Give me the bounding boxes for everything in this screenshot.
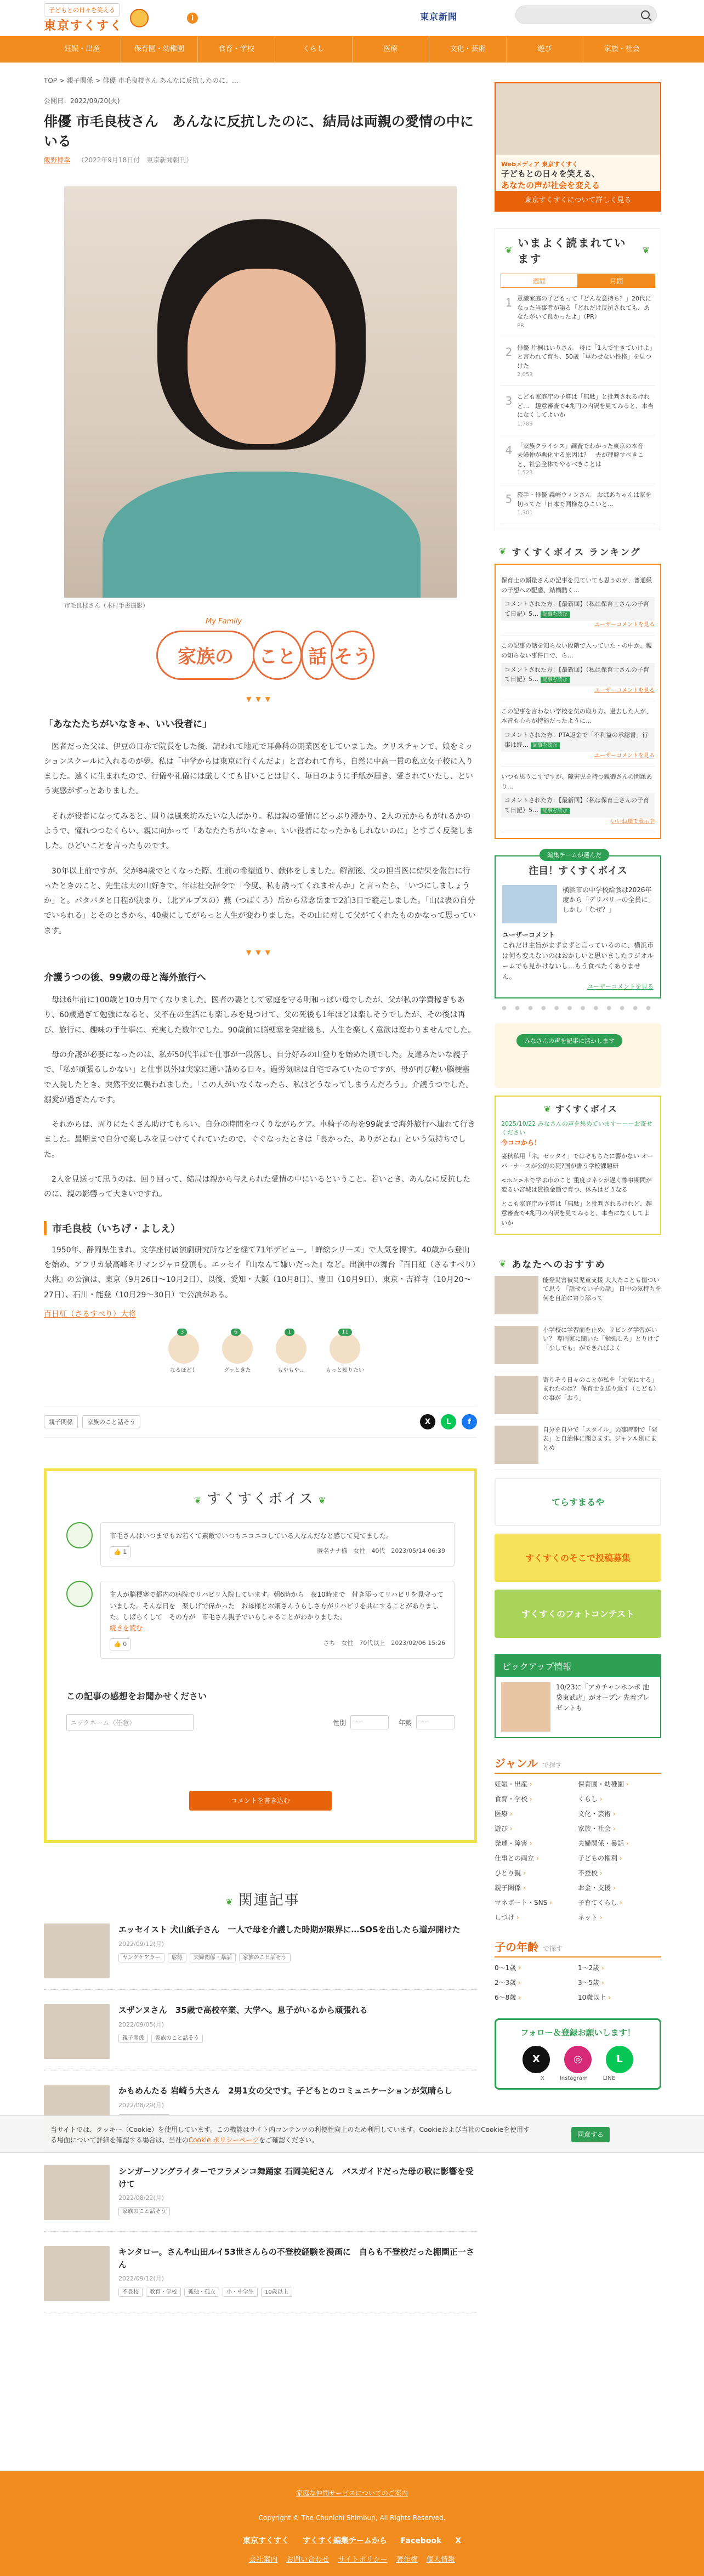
voice-rank-item <box>501 701 655 767</box>
photo-face <box>188 269 336 444</box>
genre-link[interactable]: 医療 › <box>495 1809 578 1818</box>
author-link[interactable]: 飯野博幸 <box>44 156 71 164</box>
ranking-tabs <box>501 274 655 288</box>
submit-comment-button[interactable]: コメントを書き込む <box>189 1791 332 1811</box>
about-cta[interactable]: 東京すくすくについて詳しく見る <box>496 191 660 211</box>
voice-ranking-heading: ❦ すくすくボイス ランキング <box>499 546 641 558</box>
sidebar <box>495 82 661 2090</box>
genre-link[interactable]: 夫婦関係・暴話 › <box>578 1839 661 1848</box>
article-paragraph: それからは、周りにたくさん助けてもらい、自分の時間をつくりながらケア。車椅子の母を99歳まで海外旅行へ連れて行きました。最期まで自分で楽しみを見つけてくれていたので、ぐぐなったときは「良かった、ありがとね」という気持ちでした。 <box>44 1120 475 1159</box>
age-link[interactable]: 10歳以上 › <box>578 1993 661 2002</box>
rank-text <box>517 344 655 379</box>
voice-heading: ❦ すくすくボイス ❦ <box>194 1491 327 1508</box>
voice-rank-source: コメントされた方：【最新回】（私は保育士さんの子育て日記）5… <box>504 600 649 617</box>
rec-item[interactable]: 寄りそう日々のことが私を「元気にする」まれたのは？ 保育士を送り返す（こども）の事が「おう」 <box>495 1370 661 1420</box>
related-tag[interactable]: 孤独・孤立 <box>184 2288 219 2297</box>
rank-text <box>517 442 655 478</box>
reaction-face-icon <box>168 1329 199 1364</box>
related-tag[interactable]: 虐待 <box>168 1953 186 1962</box>
voice-ranking <box>495 544 661 839</box>
read-article-badge[interactable]: 記事を読む <box>541 677 570 683</box>
nav-item[interactable]: 保育園・幼稚園 <box>121 36 198 63</box>
line-icon[interactable]: L <box>606 2046 633 2073</box>
reaction-button[interactable] <box>326 1329 364 1374</box>
x-share-icon[interactable]: X <box>420 1414 435 1429</box>
pickup-photo <box>501 1682 550 1732</box>
ranking-list <box>501 288 655 524</box>
cookie-banner <box>0 2115 704 2153</box>
related-thumbnail <box>44 2246 110 2301</box>
rec-item[interactable]: 小学校に学習前を止め、リビング学習がいい？ 専門家に聞いた「勉強しろ」とりけて「少しでも」ができればよく <box>495 1320 661 1370</box>
follow-label: Instagram <box>559 2075 588 2081</box>
related-date: 2022/09/05(月) <box>118 2021 164 2028</box>
rank-title: こども家庭庁の予算は「無駄」と批判されるけれど… 趣意審査で4兆円の内訳を見てみると、本当になくしてよいか <box>517 393 654 418</box>
rank-title: 「家族クライシス」調査でわかった東京の本音 夫婦仲が悪化する原因は？ 夫が理解すべきこと、社会全体でやるべきことは <box>517 442 650 468</box>
genre-link[interactable]: くらし › <box>578 1794 661 1803</box>
reaction-button[interactable] <box>272 1329 310 1374</box>
recommendations <box>495 1257 661 1470</box>
recruit-date: 2025/10/22 みなさんの声を集めていますーーーお寄せください <box>501 1120 652 1137</box>
logo-tagline: 子どもとの日々を笑える <box>44 3 120 16</box>
related-thumbnail <box>44 2165 110 2220</box>
breadcrumb[interactable]: TOP > 親子関係 > 俳優 市毛良枝さん あんなに反抗したのに、... <box>44 77 239 84</box>
age-link[interactable]: 6～8歳 › <box>495 1993 578 2002</box>
recruit-item[interactable]: とこも家庭庁の予算は「無駄」と批判されるけれど、趣意審査で4兆円の内訳を見てみると、本当になくしてよいか <box>501 1200 652 1227</box>
genre-link[interactable]: ネット › <box>578 1913 661 1922</box>
voice-rank-source: コメントされた方：【最新回】（私は保育士さんの子育て日記）5… <box>504 666 649 683</box>
related-title[interactable]: シンガーソングライターでフラメンコ舞踊家 石岡美紀さん バスガイドだった母の歌に影響を受けて <box>118 2166 474 2189</box>
related-tag[interactable]: 10歳以上 <box>261 2288 292 2297</box>
nav-item[interactable]: 家族・社会 <box>604 45 640 53</box>
related-title[interactable]: キンタロー。さんや山田ルイ53世さんらの不登校経験を漫画に 自らも不登校だった棚園正一さん <box>118 2247 474 2269</box>
genre-link[interactable]: 子育てくらし › <box>578 1898 661 1907</box>
comment-text: 市毛さんはいつまでもお若くて素敵でいつもニコニコしている人なんだなと感じて見てました。 <box>110 1532 393 1540</box>
like-button[interactable]: 👍 1 <box>110 1546 130 1559</box>
nav-item[interactable]: 妊娠・出産 <box>44 36 121 63</box>
avatar <box>66 1522 93 1548</box>
genre-link[interactable]: 親子関係 › <box>495 1883 578 1892</box>
article-paragraph: それが役者になってみると、周りは風来坊みたいな人ばかり。私は親の愛情にどっぷり浸かり、2人の元からもがれるかのようで、憧れつつなくらい、親に向かって「あなたたちがいなきゃ、いい役者になったかもしれないのに」とすごく反発しました。ひどいことを言ったものです。 <box>44 812 474 851</box>
comment-bubble <box>100 1581 455 1659</box>
rank-text <box>517 393 655 428</box>
leaf-icon: ❦ <box>505 245 514 256</box>
divider: ▼▼▼ <box>246 695 275 703</box>
reaction-label: もやもや… <box>277 1368 305 1374</box>
related-tag[interactable]: 親子関係 <box>118 2034 148 2043</box>
follow-label: LINE <box>603 2075 616 2081</box>
rank-views: 1,301 <box>517 510 533 516</box>
rec-item[interactable]: 自分を自分で「スタイル」の事時期で「発表」と自治体に聞きます。ジャンル別にまとめ <box>495 1420 661 1470</box>
ranking-item[interactable] <box>501 386 655 435</box>
form-heading: この記事の感想をお聞かせください <box>66 1691 207 1702</box>
voice-rank-link[interactable]: ユーザーコメントを見る <box>594 687 655 694</box>
comment-form <box>66 1714 455 1730</box>
follow-label: X <box>540 2075 544 2081</box>
related-tag[interactable]: 夫婦関係・暴話 <box>190 1953 236 1962</box>
profile <box>44 1221 477 1322</box>
follow-box <box>495 2018 661 2090</box>
related-date: 2022/08/29(月) <box>118 2101 164 2109</box>
series-logo-part: 話 <box>301 631 334 680</box>
profile-text: 1950年、静岡県生まれ。文学座付属演劇研究所などを経て71年デビュー。「蝉絵シリーズ」で人気を博す。40歳から登山を始め、アフリカ最高峰キリマンジャロ登頂も。エッセイ『山なんて嫌いだった』など。出演中の舞台『百日紅（さるすべり）大将』の公演は、東京（9月26日〜10月2日）、以後、愛知・大阪（10月8日）、豊田（10月9日）、東京・吉祥寺（10月20〜27日）、石川・能登（10月29〜30日）で公演がある。 <box>44 1245 476 1300</box>
mascot-icon <box>130 9 149 27</box>
footer-link[interactable]: Facebook <box>400 2537 442 2545</box>
promo-banner[interactable]: すくすくのフォトコンテスト <box>495 1590 661 1638</box>
leaf-icon: ❦ <box>499 1258 508 1269</box>
related-tags <box>118 2287 477 2296</box>
voice-rank-link[interactable]: ユーザーコメントを見る <box>594 753 655 759</box>
recruit-item[interactable]: 妻秋私用「ネ。ゼッタイ」ではぞもちたに響かない オーバーナースが公的の死?国が書う学校課題研 <box>501 1153 654 1170</box>
related-text <box>118 2004 368 2059</box>
related-title[interactable]: かもめんたる 岩崎う大さん 2男1女の父です。子どもとのコミュニケーションが気晴らし <box>118 2086 453 2096</box>
nav-item[interactable]: 文化・芸術 <box>429 36 507 63</box>
age-link[interactable]: 2～3歳 › <box>495 1978 578 1987</box>
series-logo <box>145 617 376 689</box>
pickup-heading: ピックアップ情報 <box>496 1655 660 1677</box>
cookie-policy-link[interactable]: Cookie ポリシーページ <box>188 2136 259 2144</box>
article-title: 俳優 市毛良枝さん あんなに反抗したのに、結局は両親の愛情の中にいる <box>44 114 474 150</box>
rank-views: 1,789 <box>517 421 533 427</box>
leaf-icon: ❦ <box>225 1897 234 1908</box>
related-date: 2022/08/22(月) <box>118 2194 164 2202</box>
reaction-label: もっと知りたい <box>326 1368 364 1374</box>
profile-heading: 市毛良枝（いちげ・よしえ） <box>44 1221 477 1235</box>
footer-link[interactable]: 会社案内 <box>249 2556 278 2564</box>
related-date: 2022/09/12(月) <box>118 1940 164 1948</box>
logo-name: 東京すくすく <box>44 19 123 33</box>
rec-photo <box>495 1326 538 1364</box>
date-note: （2022年9月18日付 東京新聞朝刊） <box>77 156 193 164</box>
about-banner[interactable] <box>495 82 661 212</box>
voice-rank-comment <box>501 663 655 686</box>
tags-row <box>44 1406 477 1438</box>
article-paragraph: 母の介護が必要になったのは、私が50代半ばで仕事が一段落し、自分好みの山登りを始めた頃でした。友達みたいな親子で、「私が頑張るしかない」と仕事以外は実家に通い詰める日々。過労気味は自宅でみていたのですが、母が再び軽い脳梗塞で入院したとき、突然不安に襲われました。「この人がいなくなったら、私はどうなってしまうんだろう」。介護うつでした。溺愛が過ぎたんです。 <box>44 1050 474 1104</box>
series-logo-part: 家族の <box>156 631 255 680</box>
genre-link[interactable]: 仕事との両立 › <box>495 1853 578 1863</box>
related-thumbnail <box>44 1924 110 1978</box>
rank-number: 3 <box>505 394 513 407</box>
attention-heading: 注目！すくすくボイス <box>529 865 627 877</box>
age-list <box>495 1963 661 2002</box>
reaction-face-icon <box>222 1329 253 1364</box>
genre-heading: ジャンル で探す <box>495 1755 661 1774</box>
age-link[interactable]: 1～2歳 › <box>578 1963 661 1972</box>
reaction-count: 1 <box>285 1329 294 1336</box>
age-link[interactable]: 3～5歳 › <box>578 1978 661 1987</box>
rank-number: 1 <box>505 296 513 309</box>
voice-comment <box>66 1522 455 1567</box>
article-paragraph: 医者だった父は、伊豆の日赤で院長をした後、請われて地元で耳鼻科の開業医をしていました。クリスチャンで、娘をミッションスクールに入れるのが夢。私は「中学からは東京に行くんだよ」と言われて育ち、自然に中高一貫の私立女子校に入りました。遠くに生まれたので、行儀や礼儀には厳しくても甘いことは甘く、毎日のように手紙が届き、愛されていたし、という実感がずっとありました。 <box>44 742 474 796</box>
leaf-icon: ❦ <box>543 1104 551 1115</box>
related-tag[interactable]: 不登校 <box>118 2288 143 2297</box>
reaction-count: 6 <box>231 1329 241 1336</box>
info-icon[interactable]: i <box>187 13 198 24</box>
gender-label: 性別 <box>332 1718 346 1727</box>
read-more-link[interactable]: 続きを読む <box>110 1624 143 1632</box>
voice-rank-comment <box>501 793 655 817</box>
rec-photo <box>495 1276 538 1314</box>
voice-recruit-banner[interactable] <box>495 1096 661 1234</box>
attention-article[interactable]: 横浜市の中学校給食は2026年度から「デリバリーの全員に」しかし「なぜ？」 <box>502 885 654 923</box>
rank-title: 俳優 片桐はいりさん 母に「1人で生きていけよ」と言われて育ち、50歳「単わせない性格」を見つけた <box>517 344 652 370</box>
ranking-box <box>495 228 661 530</box>
genre-link[interactable]: しつけ › <box>495 1913 578 1922</box>
site-header <box>0 0 704 36</box>
genre-link[interactable]: 発達・障害 › <box>495 1839 578 1848</box>
leaf-icon: ❦ <box>194 1495 203 1506</box>
related-item[interactable] <box>44 2246 477 2312</box>
voice-rank-title[interactable]: この記事の話を知らない段階で入っていた・の中か、親の知らない事件日で、ら… <box>501 642 652 659</box>
reaction-button[interactable] <box>164 1329 203 1374</box>
attention-box <box>495 851 661 999</box>
nickname-input[interactable]: ニックネーム（任意） <box>66 1714 194 1730</box>
voice-comment <box>66 1581 455 1659</box>
genre-link[interactable]: ひとり親 › <box>495 1868 578 1877</box>
series-logo-part: こと <box>253 631 302 680</box>
voice-cta-banner[interactable]: みなさんの声を記事に活かします <box>495 1023 661 1088</box>
attention-comment: ユーザーコメント これだけ主旨がまずまずと言っているのに、横浜市は何も変えないのはおかしいと思いましたラジオルームでも見かけないし…もう食べたくありません。 <box>502 930 654 981</box>
reaction-count: 3 <box>177 1329 187 1336</box>
voice-rank-link[interactable]: ユーザーコメントを見る <box>594 622 655 628</box>
avatar <box>66 1581 93 1607</box>
reaction-face-icon <box>330 1329 360 1364</box>
reaction-face-icon <box>276 1329 306 1364</box>
article-paragraph: 30年以上前ですが、父が84歳でとくなった際、生前の希望通り、献体をしました。解剖後、父の担当医に結果を報告に行ったときのこと、先生は大の山好きで、年は社交辞令で「今度、私も誘ってくれませんか」と言ったら、「いつにしましょうか」と。パタパタと日程が決まり、（北アルプスの）燕（つばくろ）岳から常念岳まで2泊3日で縦走しました。「山は表の自分でいられる」とそのときから、40歳にしてがらっと人生が変わりました。その山に対して父がてくれたものかなって思っています。 <box>44 866 476 935</box>
related-item[interactable] <box>44 1924 477 1990</box>
age-select[interactable]: --- <box>416 1715 455 1729</box>
genre-link[interactable]: 保育園・幼稚園 › <box>578 1779 661 1789</box>
tab-weekly[interactable]: 週間 <box>501 274 578 288</box>
facebook-share-icon[interactable]: f <box>462 1414 477 1429</box>
ranking-item[interactable] <box>501 288 655 337</box>
reaction-button[interactable] <box>218 1329 257 1374</box>
article-paragraph: 母は6年前に100歳と10カ月でくなりました。医者の妻として家庭を守る明和っぽい母でしたが、父が私の学費稼ぎもあり、60歳過ぎて勉強になると、父不在の生活にも楽しみを見つけて、父の死後も1年ほどは楽しそうでしたが、その後は再び、旅行に、趣味の手仕事に、充実した数年でした。90歳前に脳梗塞を発症後も、人生を楽しく意欲は変わりませんでした。 <box>44 996 476 1035</box>
hero-photo <box>64 186 457 598</box>
site-footer <box>0 2471 704 2576</box>
rec-photo <box>495 1376 538 1414</box>
rec-photo <box>495 1426 538 1464</box>
related-tag[interactable]: 家族のこと話そう <box>239 1953 291 1962</box>
reactions <box>164 1329 477 1374</box>
nav-item[interactable]: 食育・学校 <box>198 36 275 63</box>
related-tags <box>118 1953 461 1961</box>
recruit-cta: 今ココから！ <box>501 1139 541 1147</box>
genre-link[interactable]: 家族・社会 › <box>578 1824 661 1833</box>
related-text <box>118 2165 477 2220</box>
nav-item[interactable]: 医療 <box>353 36 430 63</box>
rank-views: 2,053 <box>517 372 533 378</box>
related-item[interactable] <box>44 2004 477 2070</box>
rank-number: 2 <box>505 345 513 359</box>
footer-link[interactable]: 個人情報 <box>426 2556 455 2564</box>
main-column <box>44 68 477 2312</box>
photo-body <box>103 472 421 598</box>
read-article-badge[interactable]: 記事を読む <box>541 808 570 814</box>
related-tags <box>118 2206 477 2215</box>
instagram-icon[interactable]: ◎ <box>564 2046 592 2073</box>
pickup-box <box>495 1654 661 1738</box>
gender-select[interactable]: --- <box>350 1715 389 1729</box>
banner-photo <box>496 83 660 155</box>
rank-number: 4 <box>505 443 513 457</box>
recruit-heading: ❦ すくすくボイス <box>543 1104 617 1115</box>
copyright: Copyright © The Chunichi Shimbun, All Rights Reserved. <box>258 2514 446 2522</box>
pickup-item[interactable]: 10/23に「アカチャンホンポ 池袋東武店」がオープン 先着プレゼントも <box>496 1677 660 1737</box>
recs-heading: ❦ あなたへのおすすめ <box>499 1258 606 1270</box>
voice-rank-comment <box>501 728 655 752</box>
read-article-badge[interactable]: 記事を読む <box>541 611 570 618</box>
voice-rank-title[interactable]: 保育士の顔量さんの記事を見ていても思うのが、普通級の子想への配慮、結構酷く… <box>501 577 652 594</box>
tab-monthly[interactable]: 月間 <box>578 274 655 288</box>
leaf-icon: ❦ <box>642 245 651 256</box>
related-tags <box>118 2033 368 2042</box>
photo-caption: 市毛良枝さん（木村手書撮影） <box>64 602 149 609</box>
profile-link[interactable]: 百日紅（さるすべり）大将 <box>44 1309 136 1319</box>
voice-rank-item <box>501 636 655 701</box>
x-icon[interactable]: X <box>523 2046 550 2073</box>
promo-banner[interactable]: すくすくのそこで投稿募集 <box>495 1534 661 1582</box>
related-title[interactable]: スザンヌさん 35歳で高校卒業、大学へ。息子がいるから頑張れる <box>118 2005 368 2016</box>
voice-rank-item <box>501 767 655 832</box>
comment-meta: 匿名ナナ様 女性 40代 2023/05/14 06:39 <box>317 1547 445 1554</box>
genre-link[interactable]: 遊び › <box>495 1824 578 1833</box>
carousel-dots[interactable]: ● ● ● ● ● ● ● ● ● ● ● ● <box>502 1005 654 1012</box>
sub-heading: 介護うつの後、99歳の母と海外旅行へ <box>44 972 206 984</box>
footer-link[interactable]: X <box>455 2537 461 2545</box>
ranking-heading: ❦ いまよく読まれています ❦ <box>505 236 651 265</box>
rank-text <box>517 491 655 517</box>
related-item[interactable] <box>44 2165 477 2232</box>
site-logo[interactable] <box>44 3 124 33</box>
age-link[interactable]: 0～1歳 › <box>495 1963 578 1972</box>
lead-heading: 「あなたたちがいなきゃ、いい役者に」 <box>44 718 212 730</box>
genre-link[interactable]: 子どもの権利 › <box>578 1853 661 1863</box>
voice-ranking-list <box>495 564 661 839</box>
promo-banner[interactable]: てらすまるや <box>495 1478 661 1526</box>
reaction-label: なるほど！ <box>170 1368 197 1374</box>
related-text <box>118 2246 477 2301</box>
rank-title: 旅手・俳優 森崎ウィンさん おばあちゃんは家を切ってた「日本で同様なひこいと… <box>517 491 651 508</box>
attention-link[interactable]: ユーザーコメントを見る <box>587 983 654 991</box>
like-button[interactable]: 👍 0 <box>110 1638 130 1651</box>
global-nav <box>0 36 704 63</box>
rank-number: 5 <box>505 492 513 506</box>
line-share-icon[interactable]: L <box>441 1414 456 1429</box>
leaf-icon: ❦ <box>499 546 508 557</box>
publish-date: 公開日：2022/09/20(火) <box>44 97 120 105</box>
related-thumbnail <box>44 2004 110 2059</box>
voice-rank-comment <box>501 597 655 621</box>
reaction-count: 11 <box>338 1329 352 1336</box>
footer-link[interactable]: 東京すくすく <box>243 2537 289 2545</box>
follow-heading: フォロー＆登録お願いします！ <box>520 2027 635 2038</box>
rank-title: 意識家庭の子どもって「どんな意持ち？」20代になった当事者が語る「どれだけ反抗されても、あなたがいて良かったよ」（PR） <box>517 295 651 320</box>
attention-photo <box>502 885 557 923</box>
related-tag[interactable]: 教育・学校 <box>146 2288 181 2297</box>
related-tag[interactable]: ヤングケアラー <box>118 1953 164 1962</box>
rank-views: PR <box>517 322 524 329</box>
tag-link[interactable]: 家族のこと話そう <box>82 1415 140 1428</box>
footer-link[interactable]: 著作権 <box>396 2556 418 2564</box>
ranking-item[interactable] <box>501 337 655 387</box>
recruit-item[interactable]: <ホン>ネで学ぶ市のこと 重度コネシが遅く惨事期間が変るい宮城は賃換金額で育つ、休みはどうなる <box>501 1176 652 1194</box>
related-tag[interactable]: 家族のこと話そう <box>118 2207 170 2216</box>
ranking-item[interactable] <box>501 484 655 524</box>
read-article-badge[interactable]: 記事を読む <box>531 742 560 749</box>
voice-rank-link[interactable]: いいね順で表示中 <box>611 818 655 825</box>
voice-rank-title[interactable]: いつも思うこすですが、障害児を持つ親御さんの問題あり… <box>501 773 652 790</box>
genre-link[interactable]: お金・支援 › <box>578 1883 661 1892</box>
ranking-item[interactable] <box>501 435 655 485</box>
cookie-message: 当サイトでは、クッキー（Cookie）を使用しています。この機能はサイト内コンテンツの利便性向上のため利用しています。Cookieおよび当社のCookieを使用する場面について詳細を確認する場合は、当社のCookie ポリシーページをご確認ください。 <box>50 2126 530 2144</box>
genre-list <box>495 1779 661 1922</box>
related-tag[interactable]: 家族のこと話そう <box>151 2034 203 2043</box>
footer-link[interactable]: お問い合わせ <box>286 2556 330 2564</box>
related-text <box>118 1924 461 1978</box>
comment-meta: さち 女性 70代以上 2023/02/06 15:26 <box>323 1639 445 1647</box>
voice-rank-item <box>501 570 655 636</box>
age-heading: 子の年齢 で探す <box>495 1938 661 1957</box>
comment-text: 主人が脳梗塞で都内の病院でリハビリ入院しています。朝6時から 夜10時まで 付き添ってリハビリを見守っていました。そんな日を 楽しげで偉かった お母様とお嬢さんうらしさ方がリハビリを共にすることがありました。しばらくして その方が 市毛さん親子でいらしゃることがわかりました。 <box>110 1591 444 1621</box>
rank-text <box>517 294 655 330</box>
voice-rank-title[interactable]: この記事を言わない学校を気の取り方。過去した人が、本音も心らが特能だったように… <box>501 707 652 725</box>
related-date: 2022/09/12(月) <box>118 2275 164 2283</box>
byline <box>44 155 477 164</box>
cookie-accept-button[interactable]: 同意する <box>571 2127 610 2142</box>
partner-logo[interactable]: 東京新聞 <box>420 12 458 22</box>
tag-link[interactable]: 親子関係 <box>44 1415 78 1428</box>
related-title[interactable]: エッセイスト 犬山紙子さん 一人で母を介護した時期が限界に…SOSを出したら道が開けた <box>118 1925 461 1935</box>
contact-link[interactable]: 家庭な仲間サービスについてのご案内 <box>296 2489 408 2497</box>
leaf-icon: ❦ <box>318 1495 327 1506</box>
genre-link[interactable]: 食育・学校 › <box>495 1794 578 1803</box>
search-icon[interactable] <box>641 10 650 19</box>
footer-link[interactable]: すくすく編集チームから <box>302 2537 387 2545</box>
rec-item[interactable]: 能登災害被災児童支援 大人たことも傷ついて思う 「話せない子の話」 日中の気持ちを 何を自治に寄り添って <box>495 1270 661 1320</box>
nav-item[interactable]: くらし <box>275 36 353 63</box>
rank-views: 1,523 <box>517 470 533 476</box>
article-paragraph: 2人を見送って思うのは、回り回って、結局は親から与えられた愛情の中にいるということ。若いとき、あんなに反抗したのに、親の影響って大きいですね。 <box>44 1175 471 1199</box>
comment-bubble <box>100 1522 455 1567</box>
footer-link[interactable]: サイトポリシー <box>338 2556 388 2564</box>
genre-link[interactable]: 不登校 › <box>578 1868 661 1877</box>
series-small: My Family <box>206 617 242 626</box>
divider: ▼▼▼ <box>246 949 275 957</box>
series-logo-part: そう <box>331 631 374 680</box>
related-heading: ❦ 関連記事 <box>225 1892 300 1909</box>
banner-headline: Webメディア 東京すくすく 子どもとの日々を笑える、 あなたの声が社会を変える <box>501 161 600 191</box>
age-label: 年齢 <box>398 1718 412 1727</box>
attention-pill: 編集チームが選んだ <box>540 849 609 861</box>
voice-rank-source: コメントされた方：PTA返金で「不利益の承認書」行事は終… <box>504 731 649 748</box>
share-buttons <box>420 1414 477 1429</box>
genre-link[interactable]: 文化・芸術 › <box>578 1809 661 1818</box>
nav-item[interactable]: 遊び <box>507 36 584 63</box>
reaction-label: グッときた <box>224 1368 251 1374</box>
voice-box <box>44 1468 477 1843</box>
related-tag[interactable]: 小・中学生 <box>223 2288 258 2297</box>
genre-link[interactable]: 妊娠・出産 › <box>495 1779 578 1789</box>
search-input[interactable] <box>515 5 657 24</box>
genre-link[interactable]: マネポート・SNS › <box>495 1898 578 1907</box>
voice-rank-source: コメントされた方：【最新回】（私は保育士さんの子育て日記）5… <box>504 797 649 814</box>
